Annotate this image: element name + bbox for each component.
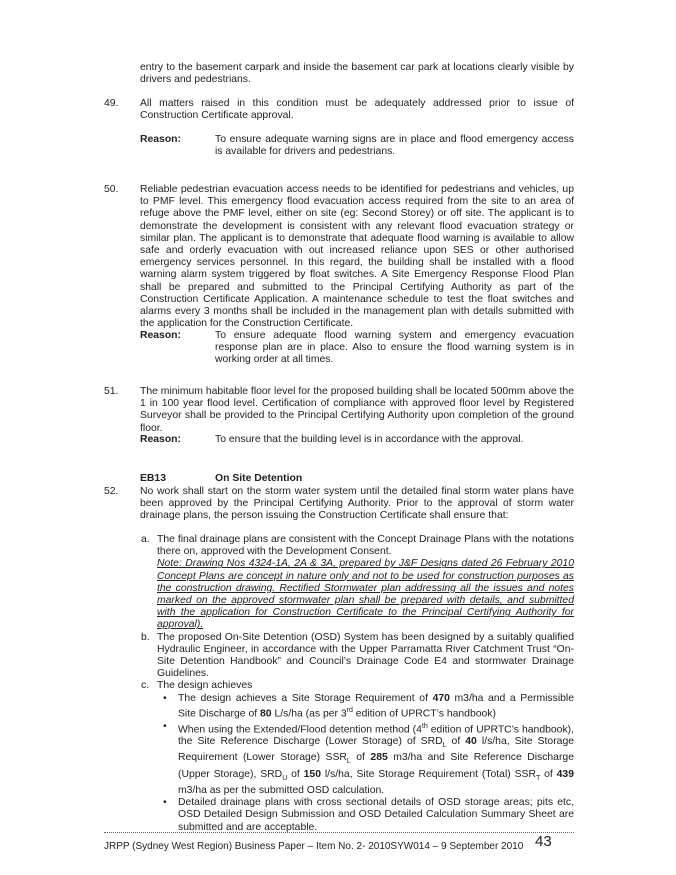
bullet-value: 470 (432, 692, 450, 704)
list-marker: a. (141, 534, 150, 545)
reason-text: To ensure adequate flood warning system and emergency evacuation response plan are in place. Also to ensure the flood warning system is in working order at all times. (215, 330, 574, 366)
bullet-text: of (540, 768, 557, 780)
subscript: U (282, 774, 288, 782)
bullet-text: of (446, 736, 466, 748)
bullet-text: L/s/ha (as per 3 (271, 708, 347, 720)
bullet-text: The design achieves a Site Storage Requirement of (178, 692, 433, 704)
item-50-number: 50. (104, 184, 119, 195)
bullet-item-3 (158, 797, 574, 834)
bullet-icon: • (163, 720, 167, 732)
list-item-b (140, 632, 574, 681)
bullet-text: edition of UPRTC’s handbook), the Site Reference Discharge (Lower Storage) of SRD (178, 723, 574, 748)
item-50-text: Reliable pedestrian evacuation access needs to be identified for pedestrians and vehicles, up to PMF level. This emergency flood evacuation access required from the site to an area of refuge above the PMF level, either on site (eg: Second Storey) or off site. The applicant is to demonstrate the development is consistent with any relevant flood evacuation strategy or similar plan. The applicant is to demonstrate that adequate flood warning is available to allow safe and orderly evacuation with out increased reliance upon SES or other authorised emergency services personnel. In this regard, the building shall be installed with a flood warning alarm system triggered by float switches. A Site Emergency Response Flood Plan shall be prepared and submitted to the Principal Certifying Authority as part of the Construction Certificate Application. A maintenance schedule to test the float switches and alarms every 3 months shall be included in the management plan with details submitted with the application for the Construction Certificate. (140, 184, 574, 330)
superscript: rd (346, 706, 353, 714)
section-code: EB13 (140, 473, 166, 484)
item-49-text: All matters raised in this condition must be adequately addressed prior to issue of Construction Certificate approval. (140, 98, 574, 122)
bullet-text: l/s/ha, Site Storage Requirement (Lower Storage) SSR (178, 736, 574, 764)
reason-label: Reason: (140, 434, 181, 445)
bullet-text: l/s/ha, Site Storage Requirement (Total) SSR (321, 768, 536, 780)
sub-b-text: The proposed On-Site Detention (OSD) System has been designed by a suitably qualified Hydraulic Engineer, in accordance with the Upper Parramatta River Catchment Trust “On-Site Detention Handbook” and Council’s Drainage Code E4 and stormwater Drainage Guidelines. (157, 631, 574, 680)
sub-a-text: The final drainage plans are consistent with the Concept Drainage Plans with the notations there on, approved with the Development Consent. (157, 534, 574, 558)
item-51-number: 51. (104, 386, 119, 397)
reason-text: To ensure adequate warning signs are in place and flood emergency access is available for drivers and pedestrians. (215, 134, 574, 158)
superscript: th (421, 722, 428, 730)
bullet-text: m3/ha and a Permissible Site Discharge of (178, 692, 574, 720)
bullet-item-1 (158, 693, 574, 721)
continued-paragraph: entry to the basement carpark and inside the basement car park at locations clearly visible by drivers and pedestrians. (140, 62, 574, 86)
item-49-number: 49. (104, 98, 119, 109)
section-heading (140, 473, 303, 485)
bullet-icon: • (163, 692, 167, 704)
footer-text: JRPP (Sydney West Region) Business Paper – Item No. 2- 2010SYW014 – 9 September 2010 (104, 841, 524, 852)
footer-divider (104, 832, 574, 833)
bullet-icon: • (163, 797, 167, 809)
item-52-sublist (140, 534, 574, 834)
bullet-text: edition of UPRCT’s handbook) (352, 708, 496, 720)
subscript: T (535, 774, 541, 782)
bullet-text: of (350, 752, 371, 764)
section-title: On Site Detention (215, 473, 303, 484)
list-item-c (140, 680, 574, 692)
reason-label: Reason: (140, 134, 181, 145)
reason-text: To ensure that the building level is in accordance with the approval. (215, 434, 524, 445)
sub-a-note: Note: Drawing Nos 4324-1A, 2A & 3A, prepared by J&F Designs dated 26 February 2010 Concept Plans are concept in nature only and not to be used for construction purposes as the construction drawing. Rectified Stormwater plan addressing all the issues and notes marked on the approved stormwater plan shall be prepared with details, and submitted with the application for Construction Certificate to the Principal Certifying Authority for approval). (157, 558, 574, 631)
bullet-text: Detailed drainage plans with cross sectional details of OSD storage areas; pits etc, OSD Detailed Design Submission and OSD Detailed Calculation Summary Sheet are submitted and are acceptable. (178, 797, 574, 833)
bullet-text: m3/ha as per the submitted OSD calculation. (178, 785, 385, 797)
item-52-number: 52. (104, 486, 119, 497)
bullet-text: of (287, 768, 304, 780)
item-52-text: No work shall start on the storm water system until the detailed final storm water plans have been approved by the Principal Certifying Authority. Prior to the approval of storm water drainage plans, the person issuing the Construction Certificate shall ensure that: (140, 486, 574, 522)
bullet-value: 40 (465, 736, 477, 748)
list-marker: c. (141, 680, 150, 692)
subscript: L (346, 758, 351, 766)
sub-c-text: The design achieves (157, 680, 253, 692)
subscript: L (442, 742, 447, 750)
bullet-text: m3/ha and Site Reference Discharge (Upper Storage), SRD (178, 752, 574, 780)
item-51-text: The minimum habitable floor level for the proposed building shall be located 500mm above the 1 in 100 year flood level. Certification of compliance with approved floor level by Registered Surveyor shall be provided to the Principal Certifying Authority upon completion of the ground floor. (140, 386, 574, 434)
bullet-value: 285 (370, 752, 388, 764)
reason-label: Reason: (140, 330, 181, 341)
list-marker: b. (141, 631, 150, 643)
bullet-item-2 (158, 721, 574, 798)
bullet-value: 150 (303, 768, 321, 780)
bullet-text: When using the Extended/Flood detention method (4 (178, 723, 422, 735)
list-item-a (140, 534, 574, 632)
bullet-value: 439 (556, 768, 574, 780)
bullet-value: 80 (260, 708, 272, 720)
page-number: 43 (535, 833, 552, 850)
